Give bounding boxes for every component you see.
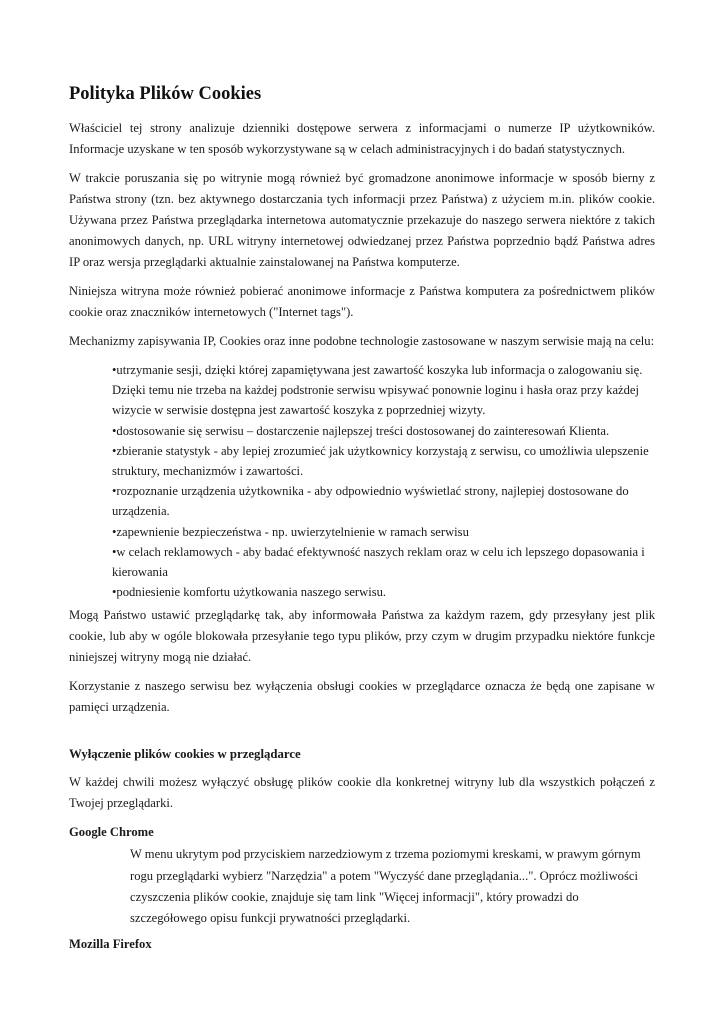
list-item: •utrzymanie sesji, dzięki której zapamiętywana jest zawartość koszyka lub informacja o zalogowaniu się. Dzięki temu nie trzeba na każdej podstronie serwisu wpisywać ponownie loginu i hasła oraz przy każdej wizycie w serwisie dostępna jest zawartość koszyka z poprzedniej wizyty. bbox=[112, 363, 643, 418]
page-title: Polityka Plików Cookies bbox=[69, 84, 262, 104]
list-item: •zbieranie statystyk - aby lepiej zrozumieć jak użytkownicy korzystają z serwisu, co umożliwia ulepszenie struktury, mechanizmów i zawartości. bbox=[112, 443, 649, 479]
paragraph-browser-settings: Mogą Państwo ustawić przeglądarkę tak, aby informowała Państwa za każdym razem, gdy przesyłany jest plik cookie, lub aby w ogóle blokowała przesyłanie tego typu plików, przy czym w drugim przypadku niektóre funkcje niniejszej witryny mogą nie działać. bbox=[69, 608, 655, 665]
paragraph-mechanisms: Mechanizmy zapisywania IP, Cookies oraz inne podobne technologie zastosowane w naszym serwisie mają na celu: bbox=[69, 334, 655, 348]
list-item: •w celach reklamowych - aby badać efektywność naszych reklam oraz w celu ich lepszego dopasowania i kierowania bbox=[112, 544, 645, 580]
section-intro: W każdej chwili możesz wyłączyć obsługę plików cookie dla konkretnej witryny lub dla wszystkich połączeń z Twojej przeglądarki. bbox=[69, 775, 655, 811]
list-item: •zapewnienie bezpieczeństwa - np. uwierzytelnienie w ramach serwisu bbox=[112, 524, 469, 539]
section-heading: Wyłączenie plików cookies w przeglądarce bbox=[69, 747, 301, 762]
paragraph-server-logs: Właściciel tej strony analizuje dzienniki dostępowe serwera z informacjami o numerze IP użytkowników. Informacje uzyskane w ten sposób wykorzystywane są w celach administracyjnych i do badań statystycznych. bbox=[69, 121, 655, 156]
browser-heading-chrome: Google Chrome bbox=[69, 825, 154, 840]
paragraph-anonymous-info: W trakcie poruszania się po witrynie mogą również być gromadzone anonimowe informacje w sposób bierny z Państwa strony (tzn. bez aktywnego dostarczania tych informacji przez Państwa) z użyciem m.in. plików cookie. Używana przez Państwa przeglądarka internetowa automatycznie przekazuje do naszego serwera niektóre z takich anonimowych danych, np. URL witryny internetowej odwiedzanej przez Państwa poprzednio bądź Państwa adres IP oraz wersja przeglądarki aktualnie zainstalowanej na Państwa komputerze. bbox=[69, 171, 655, 269]
document-page bbox=[69, 82, 655, 956]
browser-heading-firefox: Mozilla Firefox bbox=[69, 936, 152, 951]
list-item: •podniesienie komfortu użytkowania naszego serwisu. bbox=[112, 585, 387, 600]
paragraph-consent: Korzystanie z naszego serwisu bez wyłączenia obsługi cookies w przeglądarce oznacza że będą one zapisane w pamięci urządzenia. bbox=[69, 679, 655, 715]
purpose-list bbox=[112, 360, 655, 602]
list-item: •dostosowanie się serwisu – dostarczenie najlepszej treści dostosowanej do zainteresowań Klienta. bbox=[112, 423, 610, 438]
list-item: •rozpoznanie urządzenia użytkownika - aby odpowiednio wyświetlać strony, najlepiej dostosowane do urządzenia. bbox=[112, 484, 629, 519]
paragraph-internet-tags: Niniejsza witryna może również pobierać anonimowe informacje z Państwa komputera za pośrednictwem plików cookie oraz znaczników internetowych ("Internet tags"). bbox=[69, 284, 655, 319]
browser-text-chrome: W menu ukrytym pod przyciskiem narzedziowym z trzema poziomymi kreskami, w prawym górnym rogu przeglądarki wybierz "Narzędzia" a potem "Wyczyść dane przeglądania...". Oprócz możliwości czyszczenia plików cookie, znajduje się tam link "Więcej informacji", który prowadzi do szczegółowego opisu funkcji prywatności przeglądarki. bbox=[130, 847, 641, 926]
